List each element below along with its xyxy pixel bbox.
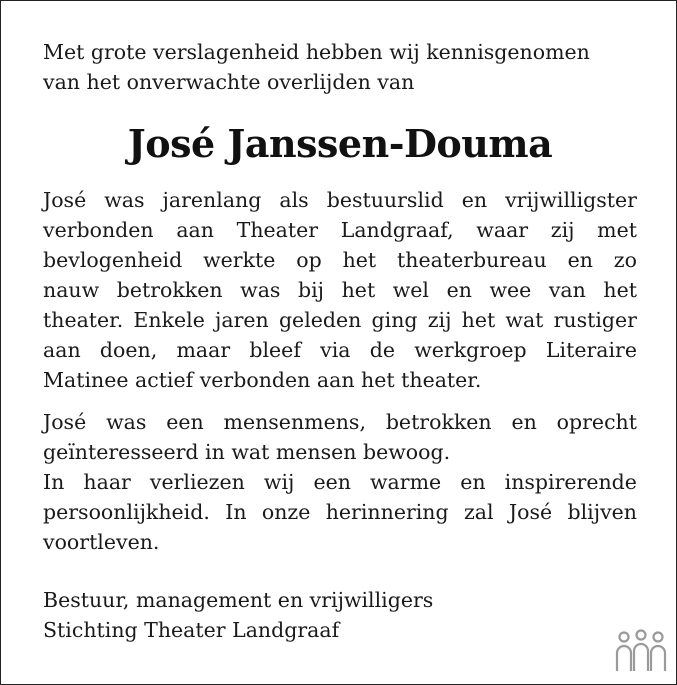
word: theaterbureau bbox=[397, 248, 547, 272]
obituary-content bbox=[43, 37, 637, 645]
paragraph-2 bbox=[43, 407, 637, 557]
word: maar bbox=[176, 338, 231, 362]
word: werkte bbox=[203, 248, 276, 272]
signature bbox=[43, 585, 637, 645]
word: zij bbox=[550, 218, 575, 242]
word: het bbox=[603, 278, 637, 302]
word: zal bbox=[463, 500, 494, 524]
word: ging bbox=[371, 308, 418, 332]
word: blijven bbox=[567, 500, 637, 524]
word: via bbox=[320, 338, 351, 362]
word: met bbox=[597, 218, 637, 242]
word: en bbox=[567, 248, 593, 272]
word: Enkele bbox=[133, 308, 205, 332]
word: inspirerende bbox=[504, 470, 637, 494]
word: verliezen bbox=[149, 470, 245, 494]
word: doen, bbox=[99, 338, 158, 362]
deceased-name: José Janssen-Douma bbox=[127, 121, 553, 166]
word: als bbox=[279, 188, 309, 212]
word: oprecht bbox=[556, 410, 637, 434]
paragraph-line bbox=[43, 467, 637, 497]
word: Theater bbox=[236, 218, 319, 242]
word: en bbox=[460, 470, 486, 494]
paragraph-line bbox=[43, 275, 637, 305]
intro bbox=[43, 37, 637, 97]
word: was bbox=[240, 278, 281, 302]
word: betrokken bbox=[385, 410, 492, 434]
word: wij bbox=[263, 470, 295, 494]
word: warme bbox=[370, 470, 442, 494]
word: en bbox=[461, 188, 488, 212]
word: geleden bbox=[278, 308, 362, 332]
word: het bbox=[341, 278, 376, 302]
word: een bbox=[313, 470, 351, 494]
word: jaren bbox=[215, 308, 269, 332]
word: zij bbox=[427, 308, 452, 332]
word: en bbox=[511, 410, 537, 434]
word: van bbox=[548, 278, 586, 302]
word: verbonden bbox=[43, 218, 154, 242]
word: was bbox=[104, 188, 145, 212]
word: wat bbox=[505, 308, 544, 332]
intro-line: Met grote verslagenheid hebben wij kennisgenomen bbox=[43, 40, 590, 64]
word: bevlogenheid bbox=[43, 248, 183, 272]
word: José bbox=[43, 410, 87, 434]
word: nauw bbox=[43, 278, 100, 302]
word: In bbox=[43, 470, 65, 494]
paragraph-line bbox=[43, 215, 637, 245]
people-group-icon bbox=[615, 629, 667, 673]
word: mensenmens, bbox=[223, 410, 366, 434]
word: wel bbox=[392, 278, 429, 302]
word: was bbox=[106, 410, 147, 434]
word: aan bbox=[176, 218, 214, 242]
word: In bbox=[225, 500, 247, 524]
paragraph-line: geïnteresseerd in wat mensen bewoog. bbox=[43, 440, 451, 464]
paragraph-line bbox=[43, 335, 637, 365]
signature-line: Stichting Theater Landgraaf bbox=[43, 618, 340, 642]
word: zo bbox=[613, 248, 637, 272]
word: het bbox=[342, 248, 377, 272]
paragraph-1 bbox=[43, 185, 637, 395]
word: het bbox=[461, 308, 496, 332]
word: bleef bbox=[249, 338, 301, 362]
word: op bbox=[296, 248, 322, 272]
word: aan bbox=[43, 338, 81, 362]
paragraph-line bbox=[43, 245, 637, 275]
word: werkgroep bbox=[414, 338, 527, 362]
word: bestuurslid bbox=[326, 188, 444, 212]
paragraph-line bbox=[43, 185, 637, 215]
word: jarenlang bbox=[162, 188, 262, 212]
word: herinnering bbox=[325, 500, 449, 524]
paragraph-line bbox=[43, 305, 637, 335]
word: Landgraaf, bbox=[340, 218, 454, 242]
paragraph-line bbox=[43, 407, 637, 437]
word: waar bbox=[476, 218, 529, 242]
word: een bbox=[166, 410, 204, 434]
word: en bbox=[446, 278, 472, 302]
paragraph-line: voortleven. bbox=[43, 530, 160, 554]
word: bij bbox=[298, 278, 325, 302]
word: rustiger bbox=[553, 308, 637, 332]
word: vrijwilligster bbox=[505, 188, 637, 212]
word: theater. bbox=[43, 308, 124, 332]
word: haar bbox=[83, 470, 131, 494]
signature-line: Bestuur, management en vrijwilligers bbox=[43, 588, 434, 612]
word: José bbox=[508, 500, 553, 524]
paragraph-line bbox=[43, 497, 637, 527]
word: de bbox=[369, 338, 396, 362]
intro-line: van het onverwachte overlijden van bbox=[43, 70, 415, 94]
paragraph-line: Matinee actief verbonden aan het theater. bbox=[43, 368, 482, 392]
word: José bbox=[43, 188, 87, 212]
word: onze bbox=[261, 500, 311, 524]
word: persoonlijkheid. bbox=[43, 500, 210, 524]
word: Literaire bbox=[545, 338, 637, 362]
word: wee bbox=[489, 278, 532, 302]
word: betrokken bbox=[116, 278, 223, 302]
